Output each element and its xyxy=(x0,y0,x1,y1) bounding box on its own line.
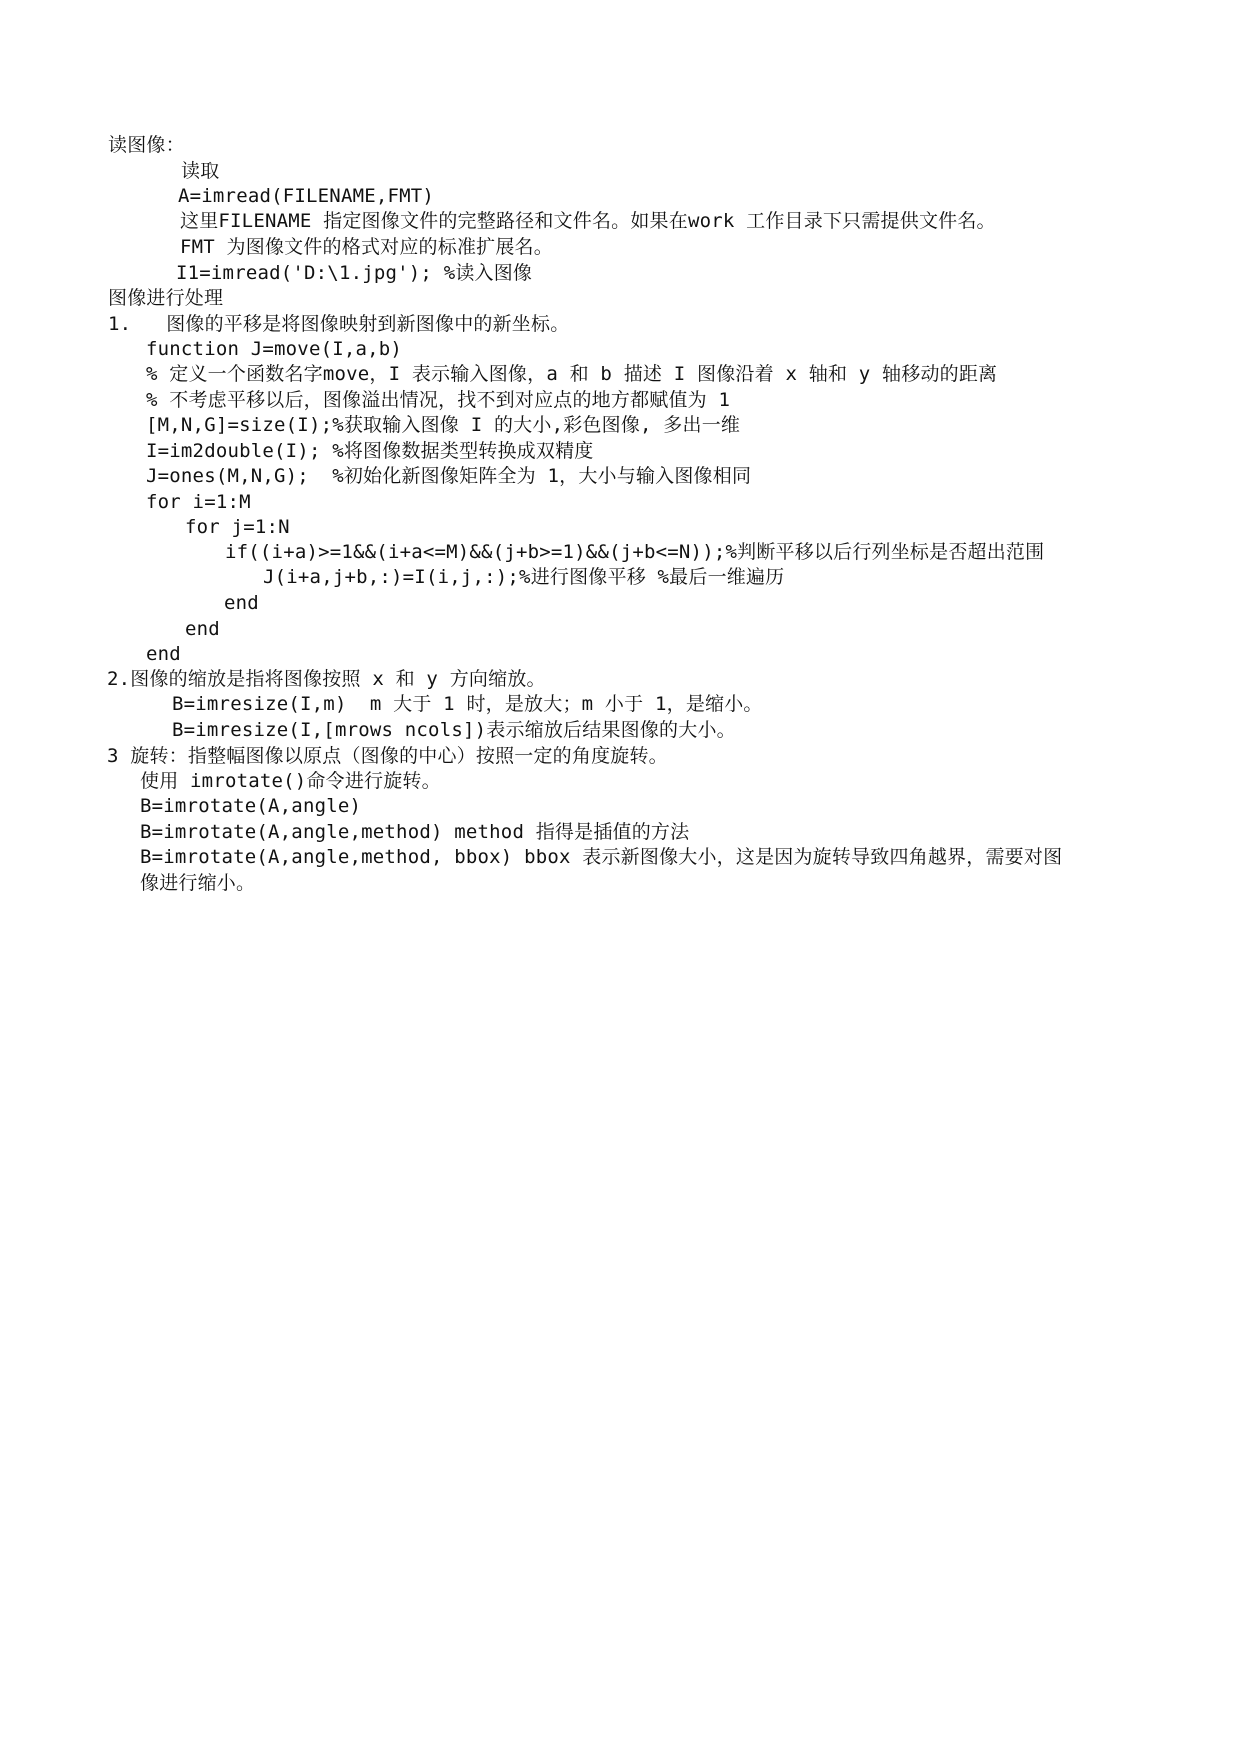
numbered-item-translation: 1. 图像的平移是将图像映射到新图像中的新坐标。 xyxy=(108,313,570,335)
paragraph-line: FMT 为图像文件的格式对应的标准扩展名。 xyxy=(180,236,553,258)
code-line: if((i+a)>=1&&(i+a<=M)&&(j+b>=1)&&(j+b<=N));%判断平移以后行列坐标是否超出范围 xyxy=(225,541,1045,563)
code-line: J=ones(M,N,G); %初始化新图像矩阵全为 1，大小与输入图像相同 xyxy=(146,465,752,487)
code-line: end xyxy=(185,618,220,640)
section-heading-read-image: 读图像： xyxy=(108,134,185,156)
code-line: B=imrotate(A,angle) xyxy=(140,795,362,817)
code-line: I=im2double(I); %将图像数据类型转换成双精度 xyxy=(146,440,594,462)
code-line: B=imrotate(A,angle,method) method 指得是插值的方法 xyxy=(140,821,690,843)
paragraph-line: 像进行缩小。 xyxy=(140,872,256,894)
numbered-item-rotation: 3 旋转：指整幅图像以原点（图像的中心）按照一定的角度旋转。 xyxy=(107,745,668,767)
code-line: for j=1:N xyxy=(185,516,290,538)
section-heading-processing: 图像进行处理 xyxy=(108,287,224,309)
code-line: I1=imread('D:\1.jpg'); %读入图像 xyxy=(176,262,533,284)
paragraph-line: 使用 imrotate()命令进行旋转。 xyxy=(140,770,441,792)
code-line: for i=1:M xyxy=(146,491,251,513)
code-line: A=imread(FILENAME,FMT) xyxy=(178,185,435,207)
code-line: function J=move(I,a,b) xyxy=(146,338,403,360)
paragraph-line: 这里FILENAME 指定图像文件的完整路径和文件名。如果在work 工作目录下只需提供文件名。 xyxy=(180,210,996,232)
code-line: J(i+a,j+b,:)=I(i,j,:);%进行图像平移 %最后一维遍历 xyxy=(263,566,785,588)
code-comment-line: % 不考虑平移以后，图像溢出情况，找不到对应点的地方都赋值为 1 xyxy=(146,389,731,411)
code-line: end xyxy=(224,592,259,614)
code-comment-line: % 定义一个函数名字move，I 表示输入图像，a 和 b 描述 I 图像沿着 x 轴和 y 轴移动的距离 xyxy=(146,363,998,385)
code-line: end xyxy=(146,643,181,665)
code-line: B=imresize(I,[mrows ncols])表示缩放后结果图像的大小。 xyxy=(172,719,736,741)
code-line: B=imresize(I,m) m 大于 1 时，是放大；m 小于 1，是缩小。 xyxy=(172,693,763,715)
numbered-item-scaling: 2.图像的缩放是指将图像按照 x 和 y 方向缩放。 xyxy=(107,668,546,690)
code-line: B=imrotate(A,angle,method, bbox) bbox 表示新图像大小，这是因为旋转导致四角越界，需要对图 xyxy=(140,846,1063,868)
subheading-read: 读取 xyxy=(181,160,220,182)
code-line: [M,N,G]=size(I);%获取输入图像 I 的大小,彩色图像, 多出一维 xyxy=(146,414,741,436)
